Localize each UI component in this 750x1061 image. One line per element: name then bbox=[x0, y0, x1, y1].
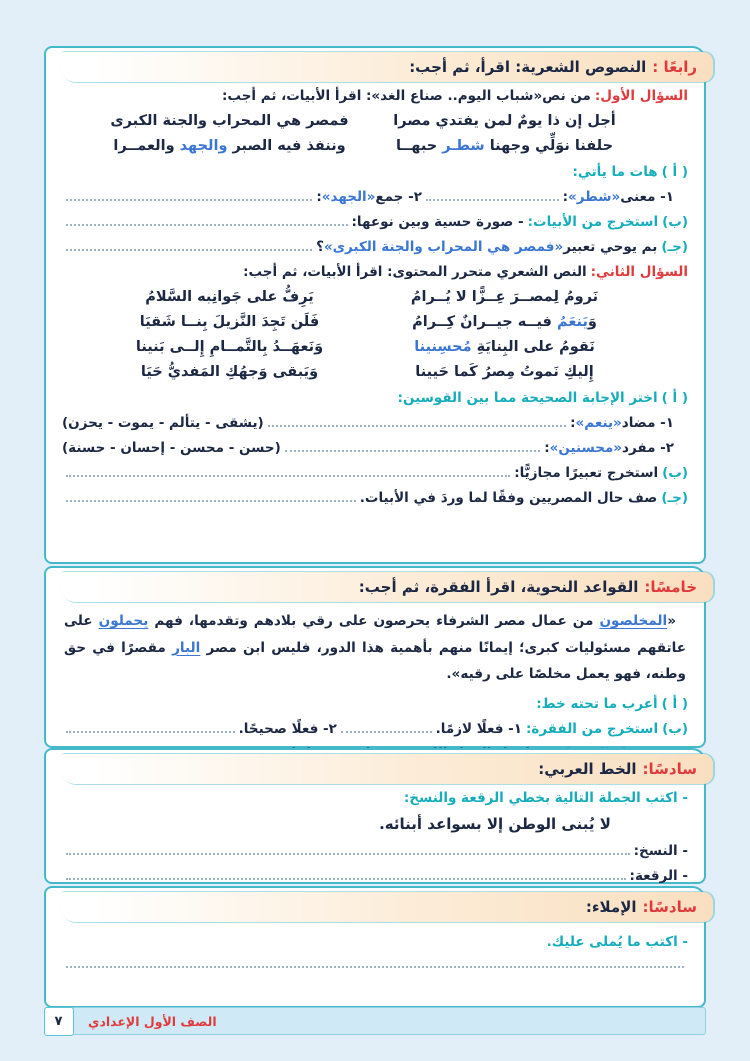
part-letter: (جـ) bbox=[661, 490, 688, 506]
verse-line bbox=[92, 138, 642, 154]
section-dictation-content bbox=[62, 928, 688, 1002]
dictation-instruction: - اكتب ما يُملى عليك. bbox=[546, 934, 688, 950]
part-text: بم يوحي تعبير bbox=[563, 239, 658, 255]
part-letter: (ب) bbox=[662, 214, 688, 230]
answer-dots bbox=[66, 224, 348, 226]
section-poetry-header bbox=[60, 52, 713, 82]
item-word: «محسنين» bbox=[549, 440, 623, 456]
underlined-word: يحملون bbox=[98, 613, 149, 629]
part-letter: (جـ) bbox=[661, 239, 688, 255]
answer-dots bbox=[66, 731, 235, 733]
verse-left: وننفذ فيه الصبر والجهد والعمــرا bbox=[113, 138, 346, 154]
verse-line bbox=[92, 289, 642, 305]
verse-left: وَيَبقى وَجهُكِ المَفديُّ حَيَا bbox=[140, 364, 319, 380]
page-footer bbox=[44, 1007, 706, 1035]
question2-a-item1 bbox=[62, 415, 688, 431]
part-title: اختر الإجابة الصحيحة مما بين القوسين: bbox=[397, 390, 658, 406]
question2-a-item2 bbox=[62, 440, 688, 456]
naskh-label: - النسخ: bbox=[633, 843, 688, 859]
section-calligraphy-header bbox=[60, 754, 713, 784]
section-poetry-content bbox=[62, 88, 688, 558]
part-letter: (ب) bbox=[662, 465, 688, 481]
section-label: سادسًا: bbox=[642, 760, 697, 778]
question1-intro-pre: من نص bbox=[542, 88, 591, 104]
verse-line bbox=[92, 364, 642, 380]
verse-left: فمصر هي المحراب والجنة الكبرى bbox=[110, 113, 349, 129]
item-word: «ينعم» bbox=[575, 415, 622, 431]
grammar-part-a bbox=[62, 696, 688, 712]
part-text: - صورة حسية وبين نوعها: bbox=[351, 214, 524, 230]
part-item1: ١- فعلًا لازمًا. bbox=[435, 720, 523, 737]
item1-word: «شطر» bbox=[568, 189, 621, 205]
question2-part-a bbox=[62, 390, 688, 406]
part-quote: «فمصر هي المحراب والجنة الكبرى» bbox=[323, 239, 564, 255]
part-title: استخرج من الفقرة: bbox=[526, 720, 659, 737]
section-title: القواعد النحوية، اقرأ الفقرة، ثم أجب: bbox=[358, 578, 639, 596]
part-item2: ٢- فعلًا صحيحًا. bbox=[238, 720, 337, 737]
item-options: (حسن - محسن - إحسان - حسنة) bbox=[62, 440, 281, 456]
grade-label: الصف الأول الإعدادي bbox=[88, 1013, 217, 1029]
verse-line bbox=[92, 314, 642, 330]
verse-right: حلفنا نوَلِّي وجهنا شطـر حبهــا bbox=[395, 138, 614, 154]
question1-label: السؤال الأول: bbox=[594, 88, 688, 104]
part-title: هات ما يأتي: bbox=[572, 164, 658, 180]
part-letter: (ب) bbox=[662, 720, 688, 737]
item1-text: ١- معنى bbox=[620, 189, 674, 205]
section-dictation-header bbox=[60, 892, 713, 922]
verse-right: نَقومُ على البِنايَةِ مُحسِنينا bbox=[414, 339, 595, 355]
verse-right: نَرومُ لِمصــرَ عِــزًّا لا يُــرامُ bbox=[410, 289, 599, 305]
question1-part-b bbox=[62, 214, 688, 230]
section-grammar-box bbox=[44, 566, 706, 748]
section-grammar-content bbox=[62, 608, 688, 742]
answer-dots bbox=[341, 731, 432, 733]
item-colon: : bbox=[570, 415, 576, 431]
part-letter: ( أ ) bbox=[661, 695, 688, 712]
answer-dots bbox=[268, 425, 566, 427]
answer-dots bbox=[66, 878, 626, 880]
question1-intro-quote: «شباب اليوم.. صناع الغد» bbox=[371, 88, 543, 104]
ruqaa-label: - الرقعة: bbox=[629, 868, 688, 884]
item2-word: «الجهد» bbox=[321, 189, 376, 205]
calligraphy-instruction: - اكتب الجملة التالية بخطي الرقعة والنسخ: bbox=[403, 790, 688, 806]
question1-intro-post: : اقرأ الأبيات، ثم أجب: bbox=[222, 88, 372, 104]
underlined-word: المخلصون bbox=[599, 613, 668, 629]
question2-intro bbox=[62, 264, 688, 280]
section-label: رابعًا : bbox=[652, 58, 697, 76]
page-number: ٧ bbox=[44, 1007, 74, 1036]
item-text: ٢- مفرد bbox=[622, 440, 674, 456]
question2-verses bbox=[92, 289, 642, 380]
question1-part-c bbox=[62, 239, 688, 255]
answer-dots bbox=[66, 853, 630, 855]
part-text-post: ؟ bbox=[316, 239, 324, 255]
answer-dots bbox=[66, 249, 312, 251]
verse-line bbox=[92, 339, 642, 355]
question1-verses bbox=[92, 113, 642, 154]
item-text: ١- مضاد bbox=[621, 415, 674, 431]
question1-a-items bbox=[62, 189, 688, 205]
question1-part-a bbox=[62, 164, 688, 180]
question1-intro bbox=[62, 88, 688, 104]
section-calligraphy-box bbox=[44, 748, 706, 884]
question2-part-c bbox=[62, 490, 688, 506]
section-title: النصوص الشعرية: اقرأ، ثم أجب: bbox=[409, 58, 647, 76]
item-options: (يشقى - يتألم - يموت - يحزن) bbox=[62, 415, 264, 431]
section-label: خامسًا: bbox=[644, 578, 697, 596]
dictation-answer-line bbox=[62, 966, 688, 972]
ruqaa-line bbox=[62, 868, 688, 884]
answer-dots bbox=[285, 450, 540, 452]
item1-colon: : bbox=[562, 189, 569, 205]
section-dictation-box bbox=[44, 886, 706, 1008]
part-title: استخرج من الأبيات: bbox=[527, 214, 659, 230]
part-letter: ( أ ) bbox=[661, 390, 688, 406]
answer-dots bbox=[66, 500, 356, 502]
section-title: الإملاء: bbox=[585, 898, 637, 916]
underlined-word: البار bbox=[172, 639, 201, 656]
verse-right: إِليكِ نَموتُ مِصرُ كَما حَيينا bbox=[415, 364, 594, 380]
naskh-line bbox=[62, 843, 688, 859]
question2-label: السؤال الثاني: bbox=[590, 264, 688, 280]
verse-left: فَلَن تَجِدَ النَّزيلَ بِنــا شَقيَا bbox=[139, 314, 320, 330]
part-text: استخرج تعبيرًا مجازيًّا: bbox=[514, 465, 659, 481]
part-letter: ( أ ) bbox=[661, 164, 688, 180]
verse-left: وَنَعهَــدُ بِالتَّمــامِ إِلــى بَنينا bbox=[135, 339, 324, 355]
verse-right: أجل إن ذا يومٌ لمن يفتدي مصرا bbox=[393, 113, 616, 129]
item2-text: ٢- جمع bbox=[375, 189, 422, 205]
part-text: صف حال المصريين وفقًا لما وردَ في الأبيات. bbox=[359, 490, 658, 506]
question2-part-b bbox=[62, 465, 688, 481]
answer-dots bbox=[66, 966, 684, 968]
item2-colon: : bbox=[316, 189, 322, 205]
grammar-part-b bbox=[62, 721, 688, 737]
grammar-paragraph: «المخلصون من عمال مصر الشرفاء يحرصون على رقي بلادهم وتقدمها، فهم يحملون على عاتقهم مسئوليات كبرى؛ إيمانًا منهم بأهمية هذا الدور، فليس ابن مصر البار مقصرًا في حق وطنه، فهو يعمل مخلصًا على رقيه». bbox=[64, 613, 686, 682]
section-title: الخط العربي: bbox=[538, 760, 637, 778]
calligraphy-sentence: لا يُبنى الوطن إلا بسواعد أبنائه. bbox=[379, 815, 611, 833]
section-calligraphy-content bbox=[62, 790, 688, 884]
answer-dots bbox=[426, 199, 559, 201]
answer-dots bbox=[66, 475, 510, 477]
verse-right: وَيَنعَمُ فيــه جيــرانٌ كِــرامُ bbox=[412, 314, 597, 330]
verse-left: يَرِفُّ على جَوانِبه السَّلامُ bbox=[145, 289, 314, 305]
verse-line bbox=[92, 113, 642, 129]
question2-intro-text: النص الشعري متحرر المحتوى: اقرأ الأبيات، ثم أجب: bbox=[243, 264, 587, 280]
section-label: سادسًا: bbox=[642, 898, 697, 916]
answer-dots bbox=[66, 199, 312, 201]
part-title: أعرب ما تحته خط: bbox=[536, 695, 658, 712]
item-colon: : bbox=[544, 440, 550, 456]
section-poetry-box bbox=[44, 46, 706, 564]
section-grammar-header bbox=[60, 572, 713, 602]
